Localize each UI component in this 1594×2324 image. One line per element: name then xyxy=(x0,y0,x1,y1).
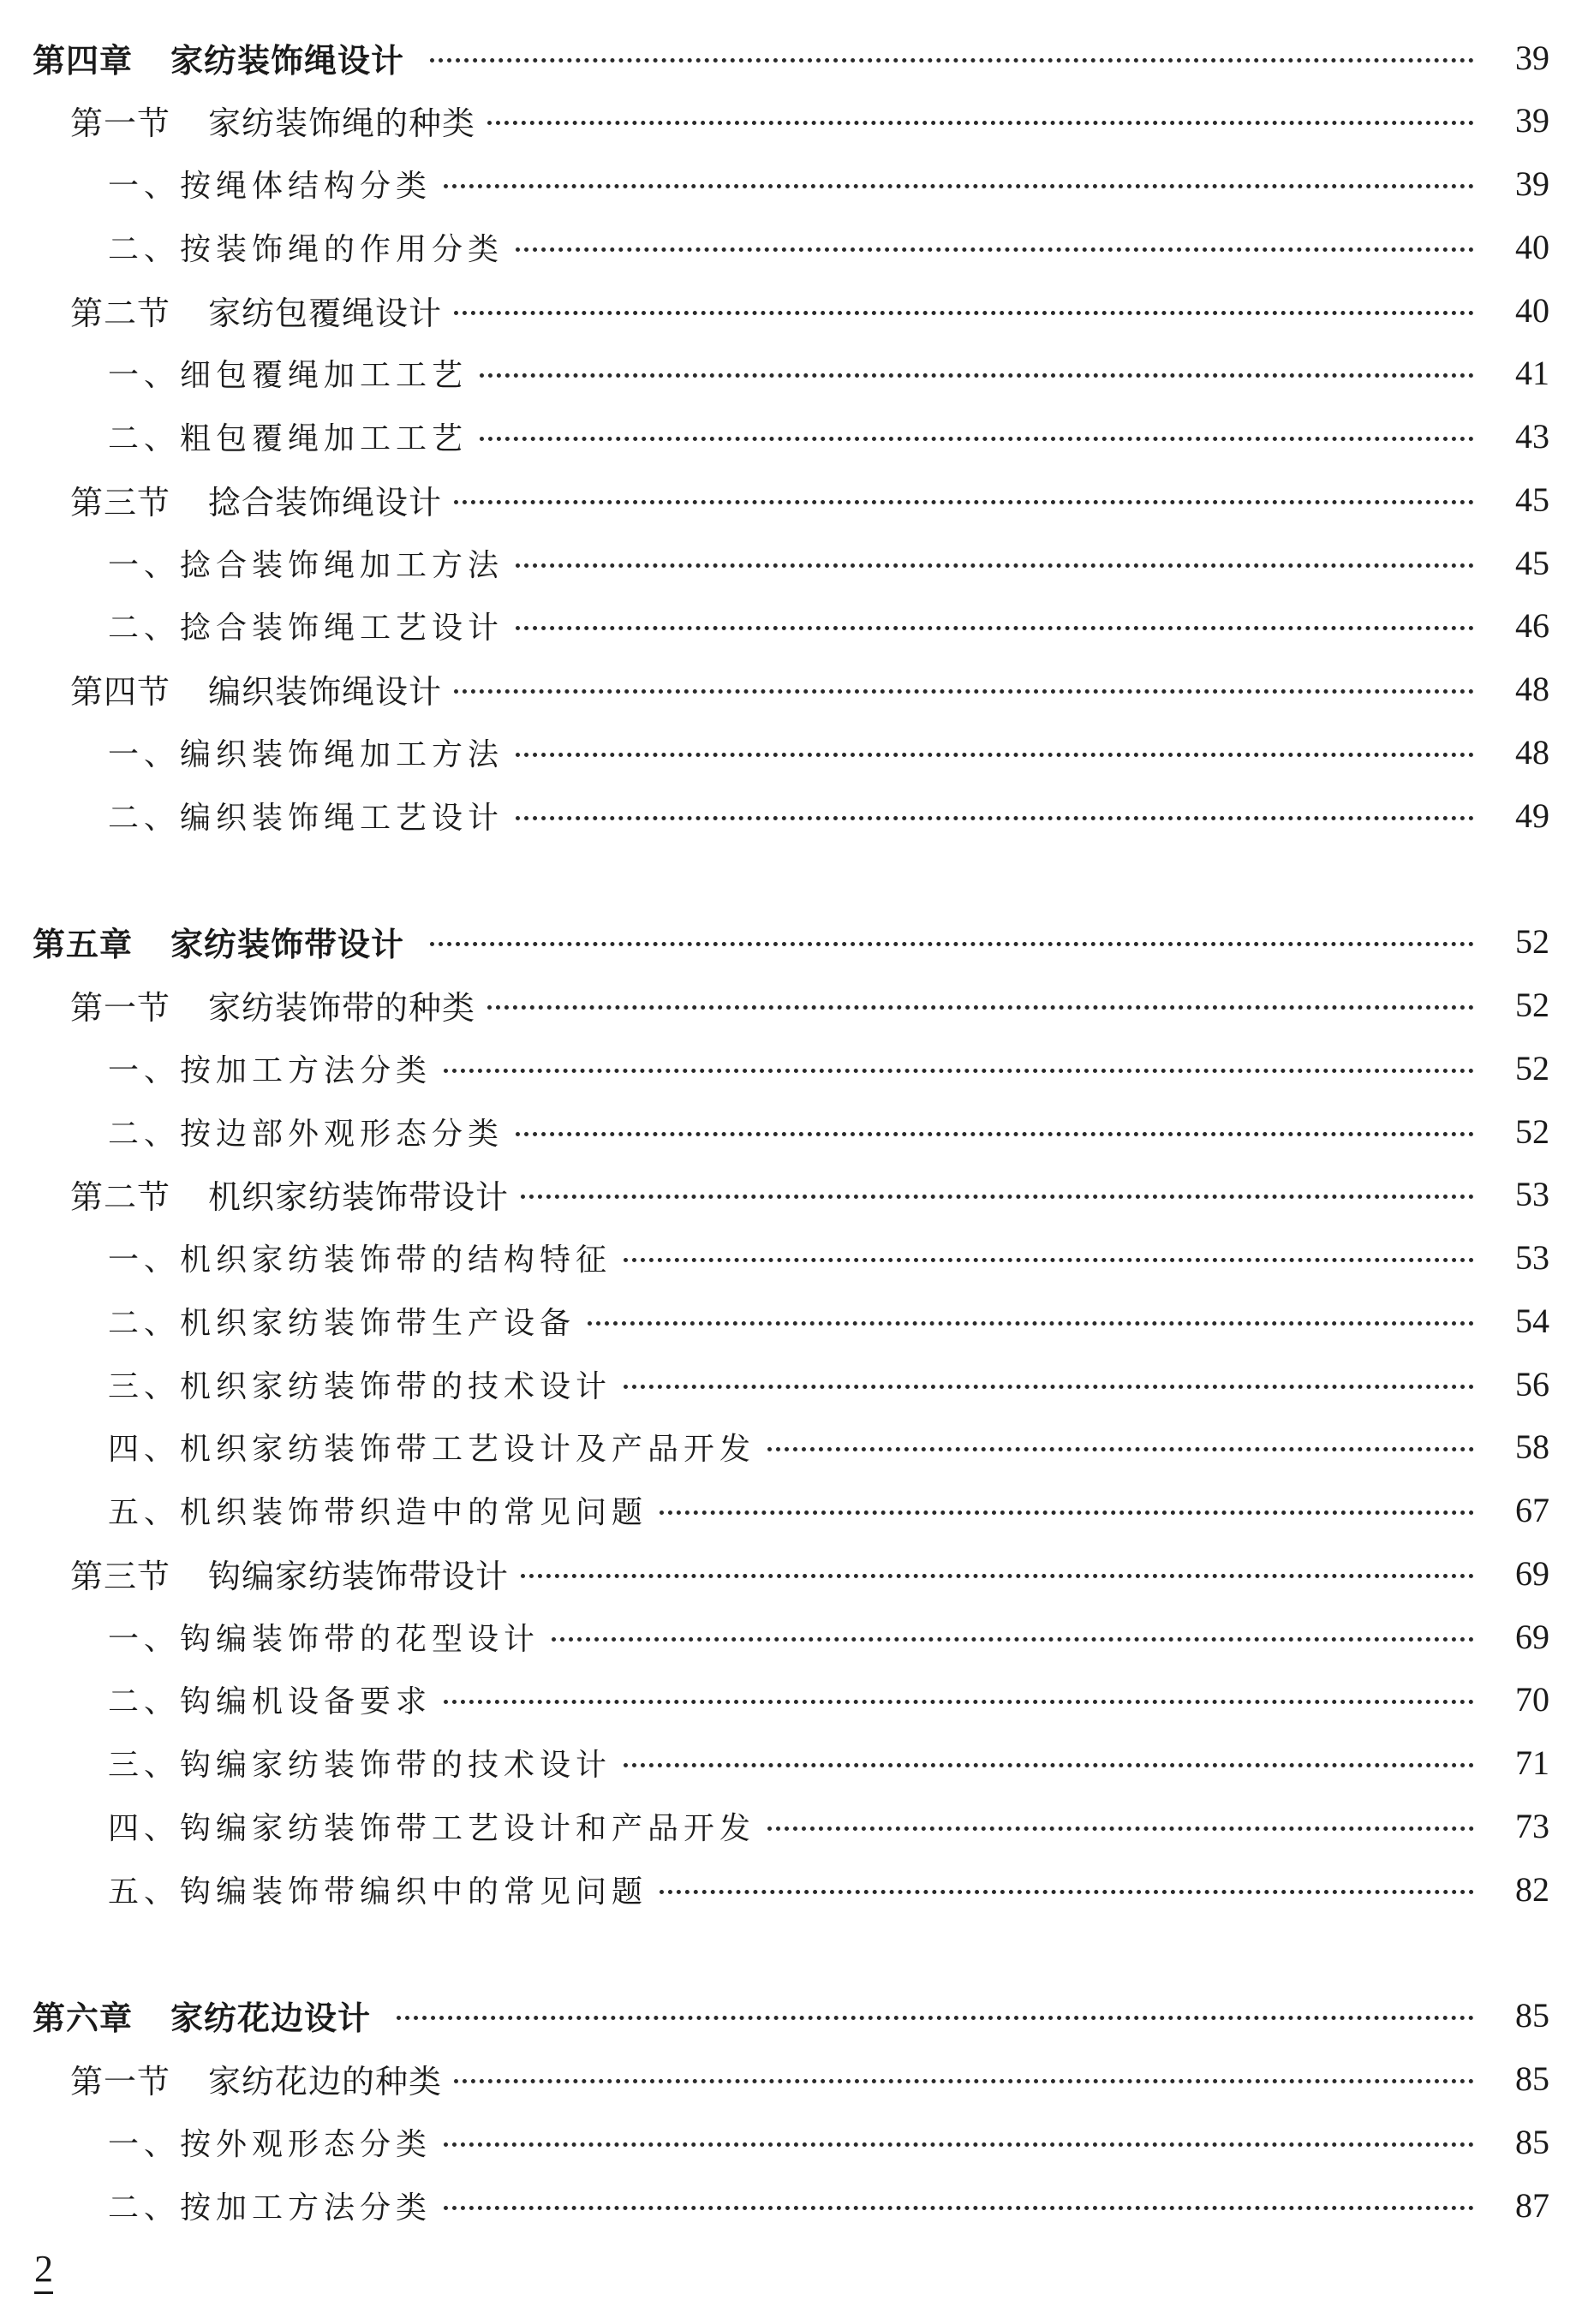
toc-entry-number: 五、 xyxy=(108,1495,181,1530)
toc-entry-title xyxy=(108,730,504,774)
toc-entry-text: 细包覆绳加工工艺 xyxy=(180,358,469,394)
toc-entry-number: 第一节 xyxy=(70,989,171,1027)
toc-item-row[interactable] xyxy=(0,1739,1594,1787)
toc-entry-text: 粗包覆绳加工工艺 xyxy=(180,421,469,456)
toc-page-number: 45 xyxy=(1515,480,1549,519)
toc-entry-text: 机织家纺装饰带生产设备 xyxy=(180,1305,576,1341)
toc-entry-title xyxy=(108,1299,576,1343)
toc-page-number: 67 xyxy=(1515,1491,1549,1529)
toc-entry-title xyxy=(108,1046,432,1090)
dot-leader xyxy=(624,1763,1474,1767)
dot-leader xyxy=(516,563,1474,568)
dot-leader xyxy=(444,1069,1474,1073)
toc-item-row[interactable] xyxy=(0,1296,1594,1344)
dot-leader xyxy=(454,2079,1474,2083)
toc-entry-title xyxy=(108,794,504,837)
toc-entry-text: 机织家纺装饰带设计 xyxy=(208,1178,510,1217)
toc-section-row[interactable] xyxy=(0,286,1594,334)
dot-leader xyxy=(454,689,1474,694)
toc-item-row[interactable] xyxy=(0,1044,1594,1092)
toc-page-number: 52 xyxy=(1515,986,1549,1024)
toc-page-number: 82 xyxy=(1515,1869,1549,1909)
toc-page-number: 70 xyxy=(1515,1680,1549,1719)
toc-entry-number: 第三节 xyxy=(70,483,171,521)
toc-entry-number: 一、 xyxy=(108,2126,181,2162)
dot-leader xyxy=(430,58,1474,63)
toc-entry-title xyxy=(108,604,504,647)
toc-entry-title xyxy=(33,34,404,81)
toc-page-number: 85 xyxy=(1515,2122,1549,2161)
toc-page-number: 45 xyxy=(1515,543,1549,582)
toc-chapter-row[interactable] xyxy=(0,1992,1594,2040)
toc-item-row[interactable] xyxy=(0,160,1594,208)
toc-entry-text: 机织家纺装饰带工艺设计及产品开发 xyxy=(180,1432,756,1468)
dot-leader xyxy=(444,2206,1474,2210)
toc-page-number: 85 xyxy=(1515,1996,1549,2035)
toc-entry-text: 编织装饰绳工艺设计 xyxy=(180,800,504,836)
toc-entry-number: 一、 xyxy=(108,1052,181,1088)
toc-entry-text: 机织家纺装饰带的结构特征 xyxy=(180,1242,612,1278)
dot-leader xyxy=(487,1005,1474,1010)
toc-entry-title xyxy=(33,1992,371,2039)
toc-entry-title xyxy=(108,2184,432,2227)
dot-leader xyxy=(444,2142,1474,2147)
toc-entry-title xyxy=(108,1488,648,1532)
dot-leader xyxy=(624,1385,1474,1389)
toc-entry-title xyxy=(33,918,404,965)
toc-page-number: 69 xyxy=(1515,1553,1549,1593)
toc-entry-number: 三、 xyxy=(108,1748,181,1783)
toc-entry-number: 第一节 xyxy=(70,104,171,143)
toc-entry-number: 第二节 xyxy=(70,1178,171,1217)
toc-item-row[interactable] xyxy=(0,1107,1594,1155)
toc-entry-text: 机织家纺装饰带的技术设计 xyxy=(180,1368,612,1404)
toc-item-row[interactable] xyxy=(0,1234,1594,1282)
dot-leader xyxy=(660,1511,1474,1515)
toc-entry-number: 二、 xyxy=(108,611,181,647)
toc-entry-title xyxy=(70,665,442,712)
dot-leader xyxy=(521,1195,1474,1199)
toc-entry-number: 一、 xyxy=(108,358,181,394)
toc-section-row[interactable] xyxy=(0,665,1594,713)
toc-entry-title xyxy=(108,541,504,585)
dot-leader xyxy=(521,1574,1474,1578)
toc-entry-title xyxy=(108,225,504,269)
toc-entry-number: 一、 xyxy=(108,736,181,772)
toc-page-number: 53 xyxy=(1515,1238,1549,1277)
page-number: 2 xyxy=(34,2250,53,2294)
toc-entry-text: 家纺包覆绳设计 xyxy=(208,294,443,332)
toc-entry-text: 钩编装饰带的花型设计 xyxy=(180,1621,540,1657)
toc-entry-number: 二、 xyxy=(108,421,181,456)
toc-entry-text: 钩编机设备要求 xyxy=(180,1684,433,1720)
toc-entry-text: 按边部外观形态分类 xyxy=(180,1116,504,1152)
dot-leader xyxy=(454,500,1474,504)
toc-entry-title xyxy=(70,287,442,334)
dot-leader xyxy=(444,1700,1474,1704)
toc-entry-number: 二、 xyxy=(108,1305,181,1341)
dot-leader xyxy=(767,1826,1474,1831)
toc-entry-number: 一、 xyxy=(108,1242,181,1278)
toc-entry-title xyxy=(108,1362,612,1406)
toc-entry-text: 钩编家纺装饰带设计 xyxy=(208,1557,510,1595)
toc-entry-title xyxy=(108,1615,540,1659)
toc-entry-title xyxy=(108,1804,755,1848)
toc-page-number: 71 xyxy=(1515,1743,1549,1782)
toc-page-number: 52 xyxy=(1515,1111,1549,1151)
toc-entry-title xyxy=(108,1425,755,1469)
toc-page-number: 41 xyxy=(1515,354,1549,393)
toc-item-row[interactable] xyxy=(0,1423,1594,1471)
toc-entry-number: 二、 xyxy=(108,231,181,267)
dot-leader xyxy=(516,753,1474,757)
toc-entry-text: 捻合装饰绳工艺设计 xyxy=(180,611,504,647)
toc-entry-text: 捻合装饰绳加工方法 xyxy=(180,547,504,583)
toc-item-row[interactable] xyxy=(0,2181,1594,2229)
toc-item-row[interactable] xyxy=(0,1612,1594,1660)
toc-entry-text: 按绳体结构分类 xyxy=(180,169,433,204)
toc-entry-text: 家纺装饰带设计 xyxy=(170,926,405,964)
toc-entry-title xyxy=(70,97,475,144)
toc-entry-text: 家纺装饰绳设计 xyxy=(170,41,405,80)
toc-entry-number: 一、 xyxy=(108,547,181,583)
toc-item-row[interactable] xyxy=(0,1865,1594,1913)
toc-item-row[interactable] xyxy=(0,602,1594,650)
toc-entry-title xyxy=(108,1110,504,1153)
toc-section-row[interactable] xyxy=(0,1549,1594,1597)
toc-page-number: 43 xyxy=(1515,417,1549,456)
toc-item-row[interactable] xyxy=(0,349,1594,397)
toc-entry-number: 一、 xyxy=(108,169,181,204)
dot-leader xyxy=(454,311,1474,315)
toc-section-row[interactable] xyxy=(0,1171,1594,1219)
toc-page-number: 40 xyxy=(1515,290,1549,330)
toc-entry-text: 编织装饰绳设计 xyxy=(208,673,443,711)
toc-entry-number: 一、 xyxy=(108,1621,181,1657)
toc-entry-number: 第一节 xyxy=(70,2063,171,2101)
toc-entry-title xyxy=(108,1677,432,1721)
toc-entry-number: 四、 xyxy=(108,1810,181,1846)
toc-page-number: 73 xyxy=(1515,1806,1549,1845)
toc-item-row[interactable] xyxy=(0,413,1594,461)
toc-chapter-row[interactable] xyxy=(0,33,1594,81)
toc-page-number: 69 xyxy=(1515,1617,1549,1656)
toc-item-row[interactable] xyxy=(0,1802,1594,1850)
toc-entry-text: 钩编装饰带编织中的常见问题 xyxy=(180,1874,648,1910)
toc-entry-title xyxy=(108,162,432,206)
dot-leader xyxy=(588,1321,1474,1326)
toc-section-row[interactable] xyxy=(0,475,1594,523)
dot-leader xyxy=(624,1258,1474,1262)
dot-leader xyxy=(480,373,1474,378)
toc-entry-title xyxy=(108,414,468,458)
toc-entry-text: 家纺装饰带的种类 xyxy=(208,989,476,1027)
toc-entry-title xyxy=(70,981,475,1028)
toc-entry-title xyxy=(70,1550,509,1597)
toc-entry-title xyxy=(70,476,442,523)
dot-leader xyxy=(660,1890,1474,1894)
toc-page-number: 40 xyxy=(1515,227,1549,266)
toc-entry-number: 第六章 xyxy=(33,1999,134,2038)
toc-entry-text: 按装饰绳的作用分类 xyxy=(180,231,504,267)
toc-entry-text: 机织装饰带织造中的常见问题 xyxy=(180,1495,648,1530)
toc-entry-number: 五、 xyxy=(108,1874,181,1910)
toc-page-number: 48 xyxy=(1515,732,1549,772)
toc-section-row[interactable] xyxy=(0,2055,1594,2103)
toc-page-number: 52 xyxy=(1515,922,1549,962)
toc-item-row[interactable] xyxy=(0,223,1594,271)
toc-entry-number: 二、 xyxy=(108,800,181,836)
dot-leader xyxy=(552,1637,1474,1642)
toc-page-number: 39 xyxy=(1515,164,1549,203)
toc-entry-title xyxy=(70,2055,442,2102)
toc-entry-title xyxy=(108,1868,648,1911)
toc-entry-text: 钩编家纺装饰带的技术设计 xyxy=(180,1748,612,1783)
toc-entry-number: 第三节 xyxy=(70,1557,171,1595)
dot-leader xyxy=(516,247,1474,252)
toc-entry-number: 三、 xyxy=(108,1368,181,1404)
toc-page-number: 39 xyxy=(1515,38,1549,77)
toc-entry-text: 捻合装饰绳设计 xyxy=(208,483,443,521)
toc-page-number: 48 xyxy=(1515,670,1549,708)
toc-item-row[interactable] xyxy=(0,539,1594,587)
toc-entry-number: 二、 xyxy=(108,2190,181,2226)
toc-page-number: 85 xyxy=(1515,2059,1549,2098)
toc-entry-text: 家纺花边的种类 xyxy=(208,2063,443,2101)
dot-leader xyxy=(487,121,1474,125)
toc-entry-title xyxy=(108,1741,612,1785)
toc-item-row[interactable] xyxy=(0,728,1594,776)
toc-entry-text: 按外观形态分类 xyxy=(180,2126,433,2162)
toc-page-number: 58 xyxy=(1515,1427,1549,1467)
toc-page-number: 54 xyxy=(1515,1301,1549,1340)
toc-item-row[interactable] xyxy=(0,2118,1594,2166)
toc-entry-title xyxy=(108,2120,432,2164)
toc-entry-text: 家纺装饰绳的种类 xyxy=(208,104,476,143)
toc-page-number: 46 xyxy=(1515,606,1549,646)
toc-entry-text: 钩编家纺装饰带工艺设计和产品开发 xyxy=(180,1810,756,1846)
toc-chapter-row[interactable] xyxy=(0,918,1594,966)
dot-leader xyxy=(767,1447,1474,1451)
toc-entry-number: 第四章 xyxy=(33,41,134,80)
toc-entry-text: 编织装饰绳加工方法 xyxy=(180,736,504,772)
toc-entry-text: 按加工方法分类 xyxy=(180,2190,433,2226)
dot-leader xyxy=(516,816,1474,820)
dot-leader xyxy=(397,2016,1474,2020)
toc-entry-text: 家纺花边设计 xyxy=(170,1999,372,2038)
toc-page-number: 39 xyxy=(1515,101,1549,140)
dot-leader xyxy=(480,437,1474,441)
toc-entry-number: 四、 xyxy=(108,1432,181,1468)
toc-page-number: 52 xyxy=(1515,1048,1549,1088)
toc-entry-number: 第五章 xyxy=(33,926,134,964)
toc-entry-title xyxy=(70,1171,509,1218)
toc-section-row[interactable] xyxy=(0,97,1594,145)
dot-leader xyxy=(430,942,1474,946)
toc-page-number: 87 xyxy=(1515,2185,1549,2225)
toc-item-row[interactable] xyxy=(0,1487,1594,1534)
toc-item-row[interactable] xyxy=(0,1360,1594,1408)
toc-item-row[interactable] xyxy=(0,1676,1594,1724)
toc-page-number: 53 xyxy=(1515,1175,1549,1214)
dot-leader xyxy=(516,1132,1474,1136)
toc-page-number: 49 xyxy=(1515,796,1549,835)
dot-leader xyxy=(516,626,1474,630)
dot-leader xyxy=(444,184,1474,188)
toc-page-number: 56 xyxy=(1515,1364,1549,1403)
toc-entry-title xyxy=(108,351,468,395)
toc-entry-title xyxy=(108,1236,612,1279)
toc-entry-number: 第四节 xyxy=(70,673,171,711)
toc-entry-number: 二、 xyxy=(108,1684,181,1720)
toc-item-row[interactable] xyxy=(0,791,1594,839)
toc-entry-number: 二、 xyxy=(108,1116,181,1152)
toc-entry-text: 按加工方法分类 xyxy=(180,1052,433,1088)
toc-section-row[interactable] xyxy=(0,981,1594,1029)
toc-entry-number: 第二节 xyxy=(70,294,171,332)
